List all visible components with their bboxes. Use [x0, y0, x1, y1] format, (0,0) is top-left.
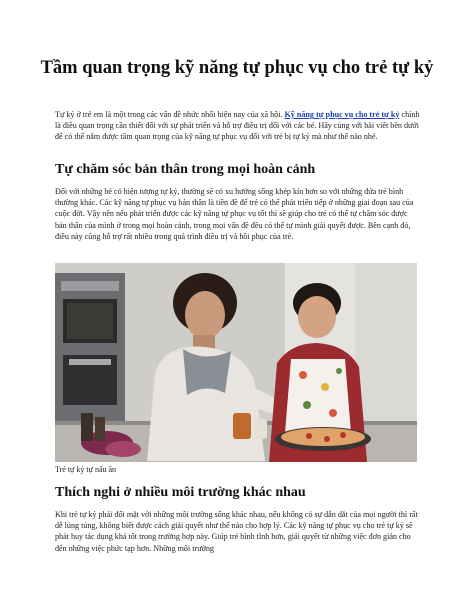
- article-title: Tầm quan trọng kỹ năng tự phục vụ cho trẻ tự kỷ: [40, 58, 434, 78]
- photo-caption: Trẻ tự kỷ tự nấu ăn: [55, 465, 117, 474]
- intro-text-start: Tự kỷ ở trẻ em là một trong các vấn đề nhức nhối hiện nay của xã hội.: [55, 110, 285, 119]
- section-paragraph-adaptation: Khi trẻ tự kỷ phải đối mặt với những môi trường sống khác nhau, nếu không có sự dẫn dắt của mọi người thì rất dễ lúng túng, không biết được cách giải quyết như thế nào cho hợp lý. Các kỹ năng tự phục vụ cho trẻ tự kỷ sẽ phát huy tác dụng khá tốt trong trường hợp này. Giúp trẻ bình tĩnh hơn, giải quyết từ những việc đơn giản cho đến những việc phức tạp hơn. Những môi trường: [55, 510, 418, 553]
- intro-paragraph: [55, 109, 421, 143]
- cooking-photo: [55, 263, 417, 462]
- section-heading-self-care: Tự chăm sóc bản thân trong mọi hoàn cảnh: [55, 162, 316, 177]
- intro-text-end: chính là điều quan trọng cần thiết đối với sự phát triển và hỗ trợ điều trị đối với các bé. Hãy cùng với bài viết bên dưới để có thể nắm được tầm quan trọng của kỹ năng tự phục vụ đối với trẻ bị tự kỷ mà như thế nào nhé.: [55, 110, 420, 142]
- self-care-skills-link[interactable]: Kỹ năng tự phục vụ cho trẻ tự kỷ: [284, 110, 400, 119]
- section-heading-adaptation: Thích nghi ở nhiều môi trường khác nhau: [55, 485, 306, 500]
- section-paragraph-self-care: Đối với những bé có hiện tượng tự kỷ, thường sẽ có xu hướng sống khép kín hơn so với những đứa trẻ bình thường khác. Các kỹ năng tự phục vụ bản thân là tiền đề để trẻ có thể phát triển tiếp ở những giai đoạn sau của cuộc đời. Vậy nên nếu phát triển được các kỹ năng tự phục vụ tốt thì sẽ giúp cho trẻ có thể tự chăm sóc được bản thân của mình ở trong mọi hoàn cảnh, trong mọi vấn đề đều có thể tự mình giải quyết được. Bên cạnh đó, điều này cũng hỗ trợ rất nhiều trong quá trình điều trị và hồi phục của trẻ.: [55, 187, 414, 241]
